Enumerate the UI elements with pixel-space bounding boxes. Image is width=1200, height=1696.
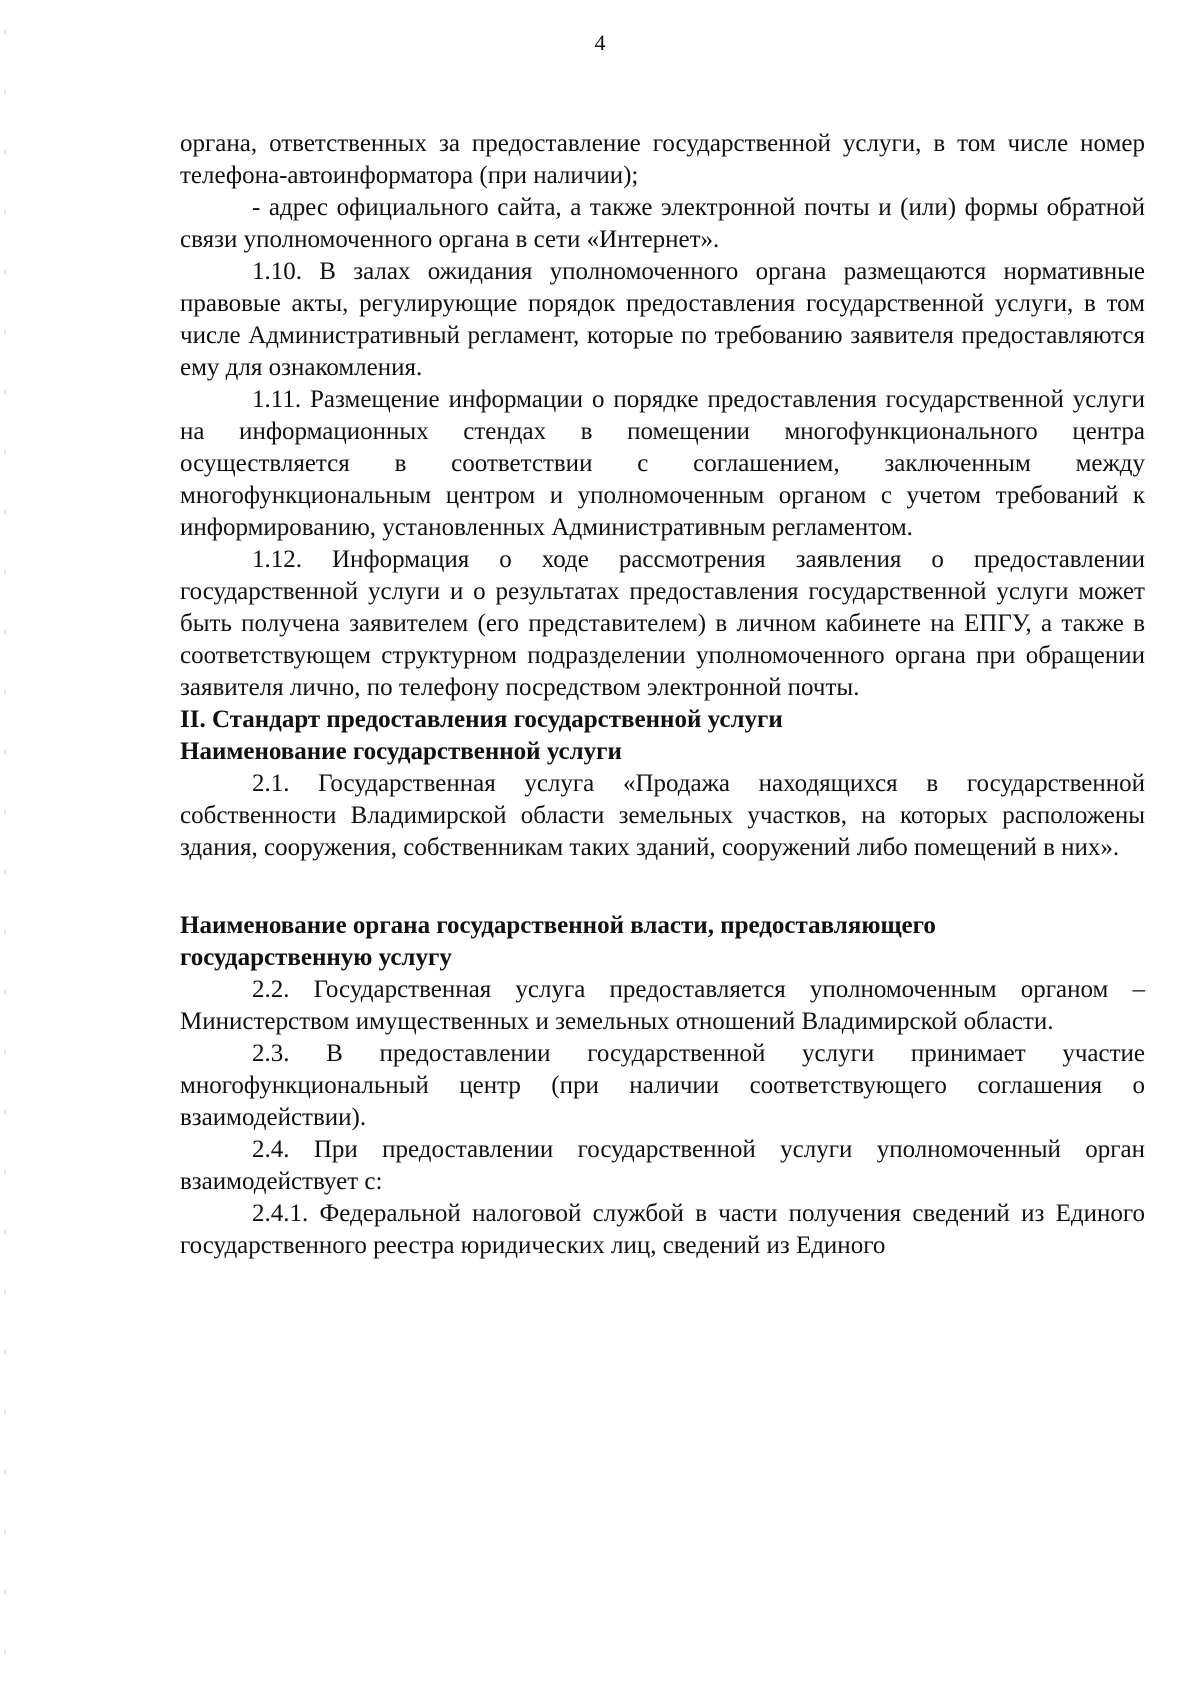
subheading-authority-line2: государственную услугу <box>180 944 452 971</box>
paragraph-2-1: 2.1. Государственная услуга «Продажа находящихся в государственной собственности Владимирской области земельных участков, на которых расположены здания, сооружения, собственникам таких зданий, сооружений либо помещений в них». <box>180 770 1145 861</box>
scan-edge-marks <box>4 0 6 1696</box>
paragraph-2-4: 2.4. При предоставлении государственной услуги уполномоченный орган взаимодействует с: <box>180 1136 1145 1195</box>
paragraph-continuation: органа, ответственных за предоставление государственной услуги, в том числе номер телефона-автоинформатора (при наличии); <box>180 130 1145 189</box>
section-heading: II. Стандарт предоставления государственной услуги <box>180 706 783 733</box>
paragraph-website-address: - адрес официального сайта, а также электронной почты и (или) формы обратной связи уполномоченного органа в сети «Интернет». <box>180 194 1145 253</box>
subheading-authority <box>180 910 1145 974</box>
paragraph-2-3: 2.3. В предоставлении государственной услуги принимает участие многофункциональный центр (при наличии соответствующего соглашения о взаимодействии). <box>180 1040 1145 1131</box>
subheading-service-name: Наименование государственной услуги <box>180 738 622 765</box>
document-body <box>180 128 1145 1262</box>
paragraph-1-11: 1.11. Размещение информации о порядке предоставления государственной услуги на информационных стендах в помещении многофункционального центра осуществляется в соответствии с соглашением, заключенным между многофункциональным центром и уполномоченным органом с учетом требований к информированию, установленных Административным регламентом. <box>180 386 1145 541</box>
paragraph-1-12: 1.12. Информация о ходе рассмотрения заявления о предоставлении государственной услуги и о результатах предоставления государственной услуги может быть получена заявителем (его представителем) в личном кабинете на ЕПГУ, а также в соответствующем структурном подразделении уполномоченного органа при обращении заявителя лично, по телефону посредством электронной почты. <box>180 546 1145 701</box>
paragraph-1-10: 1.10. В залах ожидания уполномоченного органа размещаются нормативные правовые акты, регулирующие порядок предоставления государственной услуги, в том числе Административный регламент, которые по требованию заявителя предоставляются ему для ознакомления. <box>180 258 1145 381</box>
subheading-authority-line1: Наименование органа государственной власти, предоставляющего <box>180 912 936 939</box>
paragraph-2-4-1: 2.4.1. Федеральной налоговой службой в части получения сведений из Единого государственного реестра юридических лиц, сведений из Единого <box>180 1200 1145 1259</box>
page-number: 4 <box>594 30 606 55</box>
paragraph-2-2: 2.2. Государственная услуга предоставляется уполномоченным органом – Министерством имущественных и земельных отношений Владимирской области. <box>180 976 1145 1035</box>
